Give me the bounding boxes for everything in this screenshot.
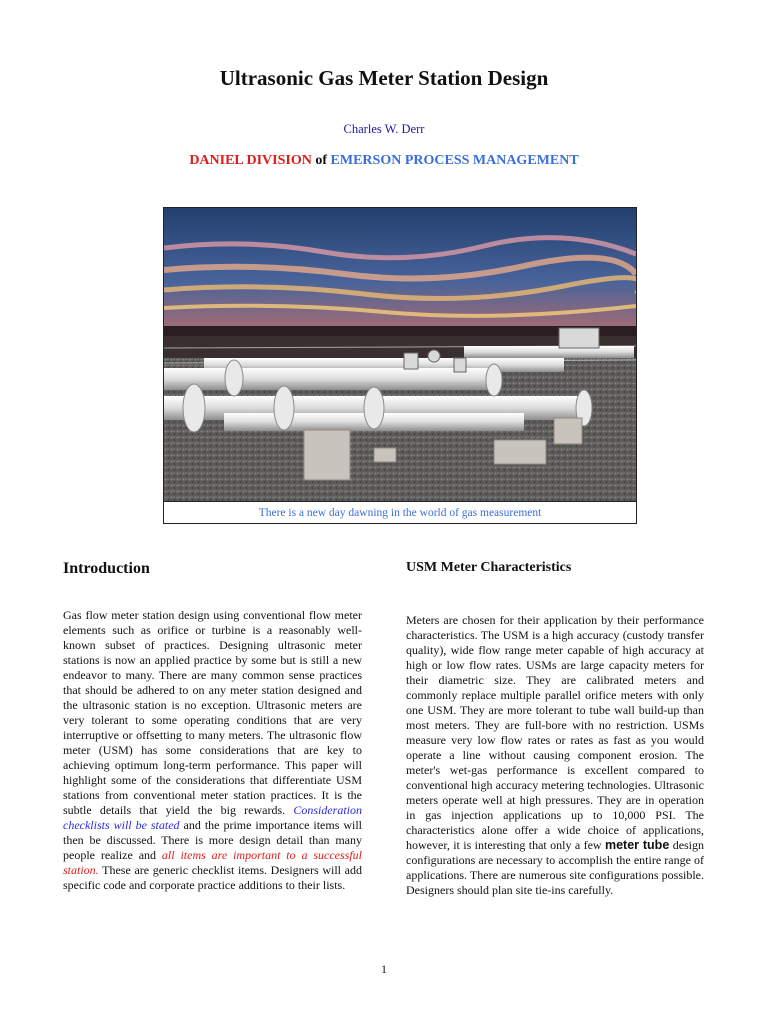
introduction-paragraph [63, 608, 362, 893]
usm-paragraph [406, 613, 704, 898]
figure-caption: There is a new day dawning in the world of gas measurement [164, 501, 636, 524]
paper-title: Ultrasonic Gas Meter Station Design [219, 66, 549, 90]
section-heading-usm: USM Meter Characteristics [406, 560, 572, 575]
intro-highlight-blue: Consideration checklists will be stated [63, 803, 363, 832]
affiliation-division: DANIEL DIVISION [189, 153, 312, 168]
page-number: 1 [381, 962, 387, 976]
affiliation-company: EMERSON PROCESS MANAGEMENT [330, 153, 579, 168]
usm-text-2: design configurations are necessary to accomplish the entire range of applications. There are numerous site configurations possible. Designers should plan site tie-ins carefully. [406, 838, 705, 897]
section-heading-introduction: Introduction [63, 560, 150, 577]
intro-text-2: and the prime importance items will then be discussed. There is more design detail than many people realize and [63, 818, 362, 862]
intro-highlight-red: all items are important to a successful station. [63, 848, 363, 877]
intro-text-3: These are generic checklist items. Designers will add specific code and corporate practice additions to their lists. [63, 863, 362, 892]
usm-bold-term: meter tube [604, 838, 670, 852]
usm-text-1: Meters are chosen for their application by their performance characteristics. The USM is a high accuracy (custody transfer quality), wide flow range meter capable of high accuracy at high or low flow rates. USMs are large capacity meters for their diametric size. They are calibrated meters and commonly replace multiple parallel orifice meters with only one USM. They are more tolerant to tube wall build-up than most meters. They are full-bore with no restriction. USMs measure very low flow rates or rates as fast as you would operate a line without causing component erosion. The meter's wet-gas performance is excellent compared to conventional high accuracy metering technologies. Ultrasonic meters operate well at high pressures. They are in operation in gas injection applications up to 10,000 PSI. The characteristics alone offer a wide choice of applications, however, it is interesting that only a few [406, 613, 704, 852]
gas-meter-station-photo [164, 208, 636, 501]
intro-text-1: Gas flow meter station design using conventional flow meter elements such as orifice or turbine is a reasonably well-known subset of practices. Designing ultrasonic meter stations is now an applied practice by some but is still a new endeavor to many. There are many common sense practices that should be adhered to on any meter station designed and the ultrasonic station is no exception. Ultrasonic meters are very tolerant to some operating conditions that are very interruptive or offsetting to many meters. The ultrasonic flow meter (USM) has some considerations that are key to achieving optimum long-term performance. This paper will highlight some of the considerations that differentiate USM stations from conventional meter station practices. It is the subtle details that yield the big rewards. [63, 608, 362, 817]
author-name: Charles W. Derr [343, 122, 425, 136]
affiliation-of: of [315, 153, 328, 168]
affiliation [0, 153, 768, 169]
figure [163, 207, 637, 524]
